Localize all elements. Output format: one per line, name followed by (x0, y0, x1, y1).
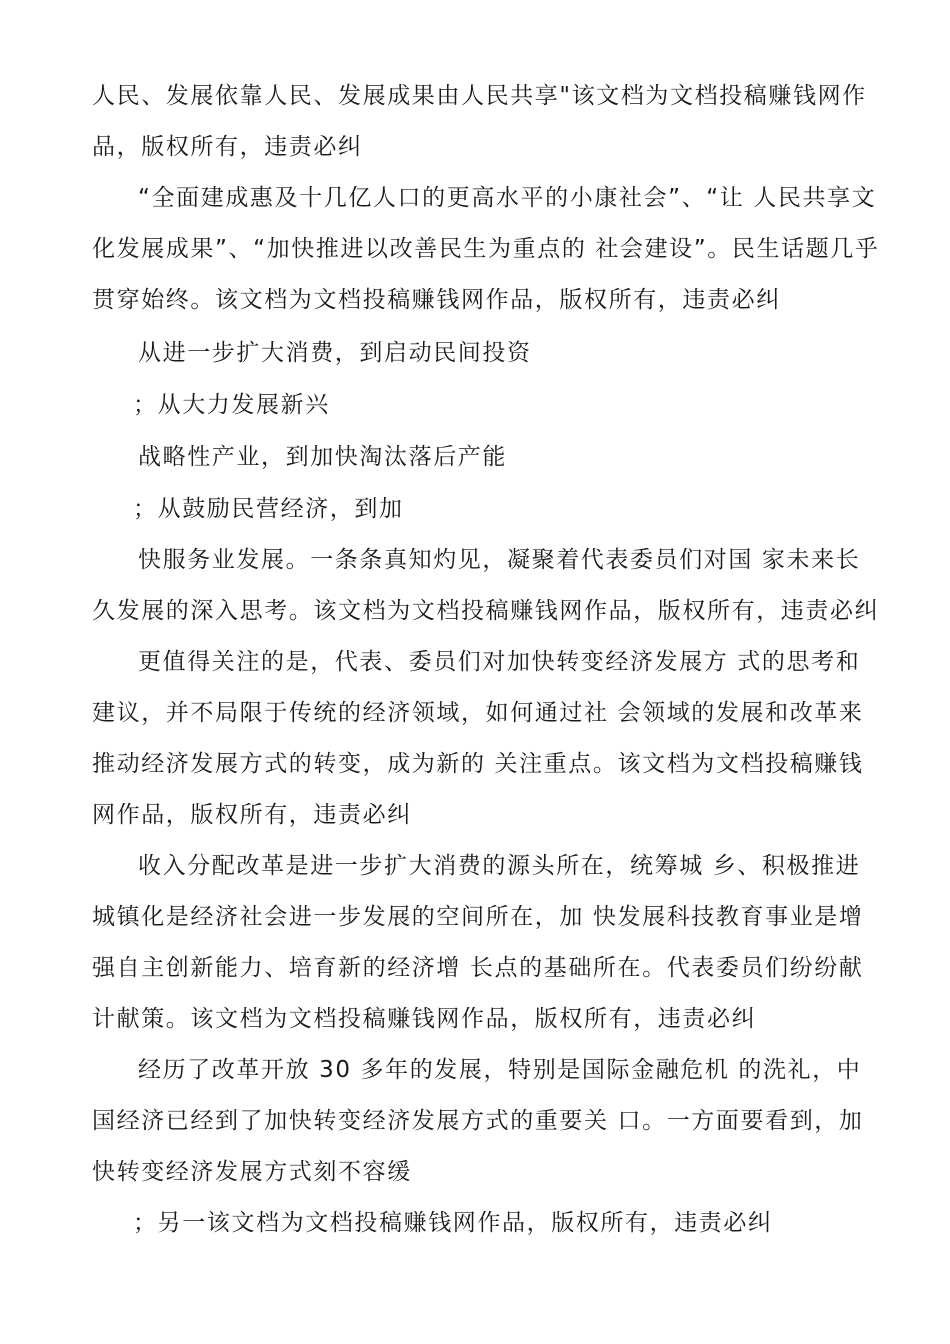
text-line: 贯穿始终。该文档为文档投稿赚钱网作品，版权所有，违责必纠 (92, 287, 781, 313)
text-line: 经历了改革开放 30 多年的发展，特别是国际金融危机 的洗礼，中 (138, 1057, 862, 1083)
text-line: 品，版权所有，违责必纠 (92, 134, 363, 160)
text-line: 战略性产业，到加快淘汰落后产能 (138, 444, 507, 470)
text-line: ；从大力发展新兴 (133, 392, 330, 418)
text-line: 快服务业发展。一条条真知灼见，凝聚着代表委员们对国 家未来长 (138, 547, 861, 573)
text-line: 人民、发展依靠人民、发展成果由人民共享"该文档为文档投稿赚钱网作 (92, 83, 867, 109)
text-line: 从进一步扩大消费，到启动民间投资 (138, 340, 532, 366)
text-line: 收入分配改革是进一步扩大消费的源头所在，统筹城 乡、积极推进 (138, 853, 861, 879)
text-line: 化发展成果”、“加快推进以改善民生为重点的 社会建设”。民生话题几乎 (92, 236, 880, 262)
text-line: 更值得关注的是，代表、委员们对加快转变经济发展方 式的思考和 (138, 649, 861, 675)
text-line: 城镇化是经济社会进一步发展的空间所在，加 快发展科技教育事业是增 (92, 904, 864, 930)
text-line: 国经济已经到了加快转变经济发展方式的重要关 口。一方面要看到，加 (92, 1108, 864, 1134)
text-line: 网作品，版权所有，违责必纠 (92, 802, 412, 828)
text-line: ；另一该文档为文档投稿赚钱网作品，版权所有，违责必纠 (133, 1210, 773, 1236)
text-line: 计献策。该文档为文档投稿赚钱网作品，版权所有，违责必纠 (92, 1006, 757, 1032)
text-line: 建议，并不局限于传统的经济领域，如何通过社 会领域的发展和改革来 (92, 700, 864, 726)
text-line: ；从鼓励民营经济，到加 (133, 496, 404, 522)
text-line: “全面建成惠及十几亿人口的更高水平的小康社会”、“让 人民共享文 (138, 185, 877, 211)
text-line: 快转变经济发展方式刻不容缓 (92, 1159, 412, 1185)
text-line: 久发展的深入思考。该文档为文档投稿赚钱网作品，版权所有，违责必纠 (92, 598, 880, 624)
text-line: 推动经济发展方式的转变，成为新的 关注重点。该文档为文档投稿赚钱 (92, 751, 864, 777)
text-line: 强自主创新能力、培育新的经济增 长点的基础所在。代表委员们纷纷献 (92, 955, 864, 981)
